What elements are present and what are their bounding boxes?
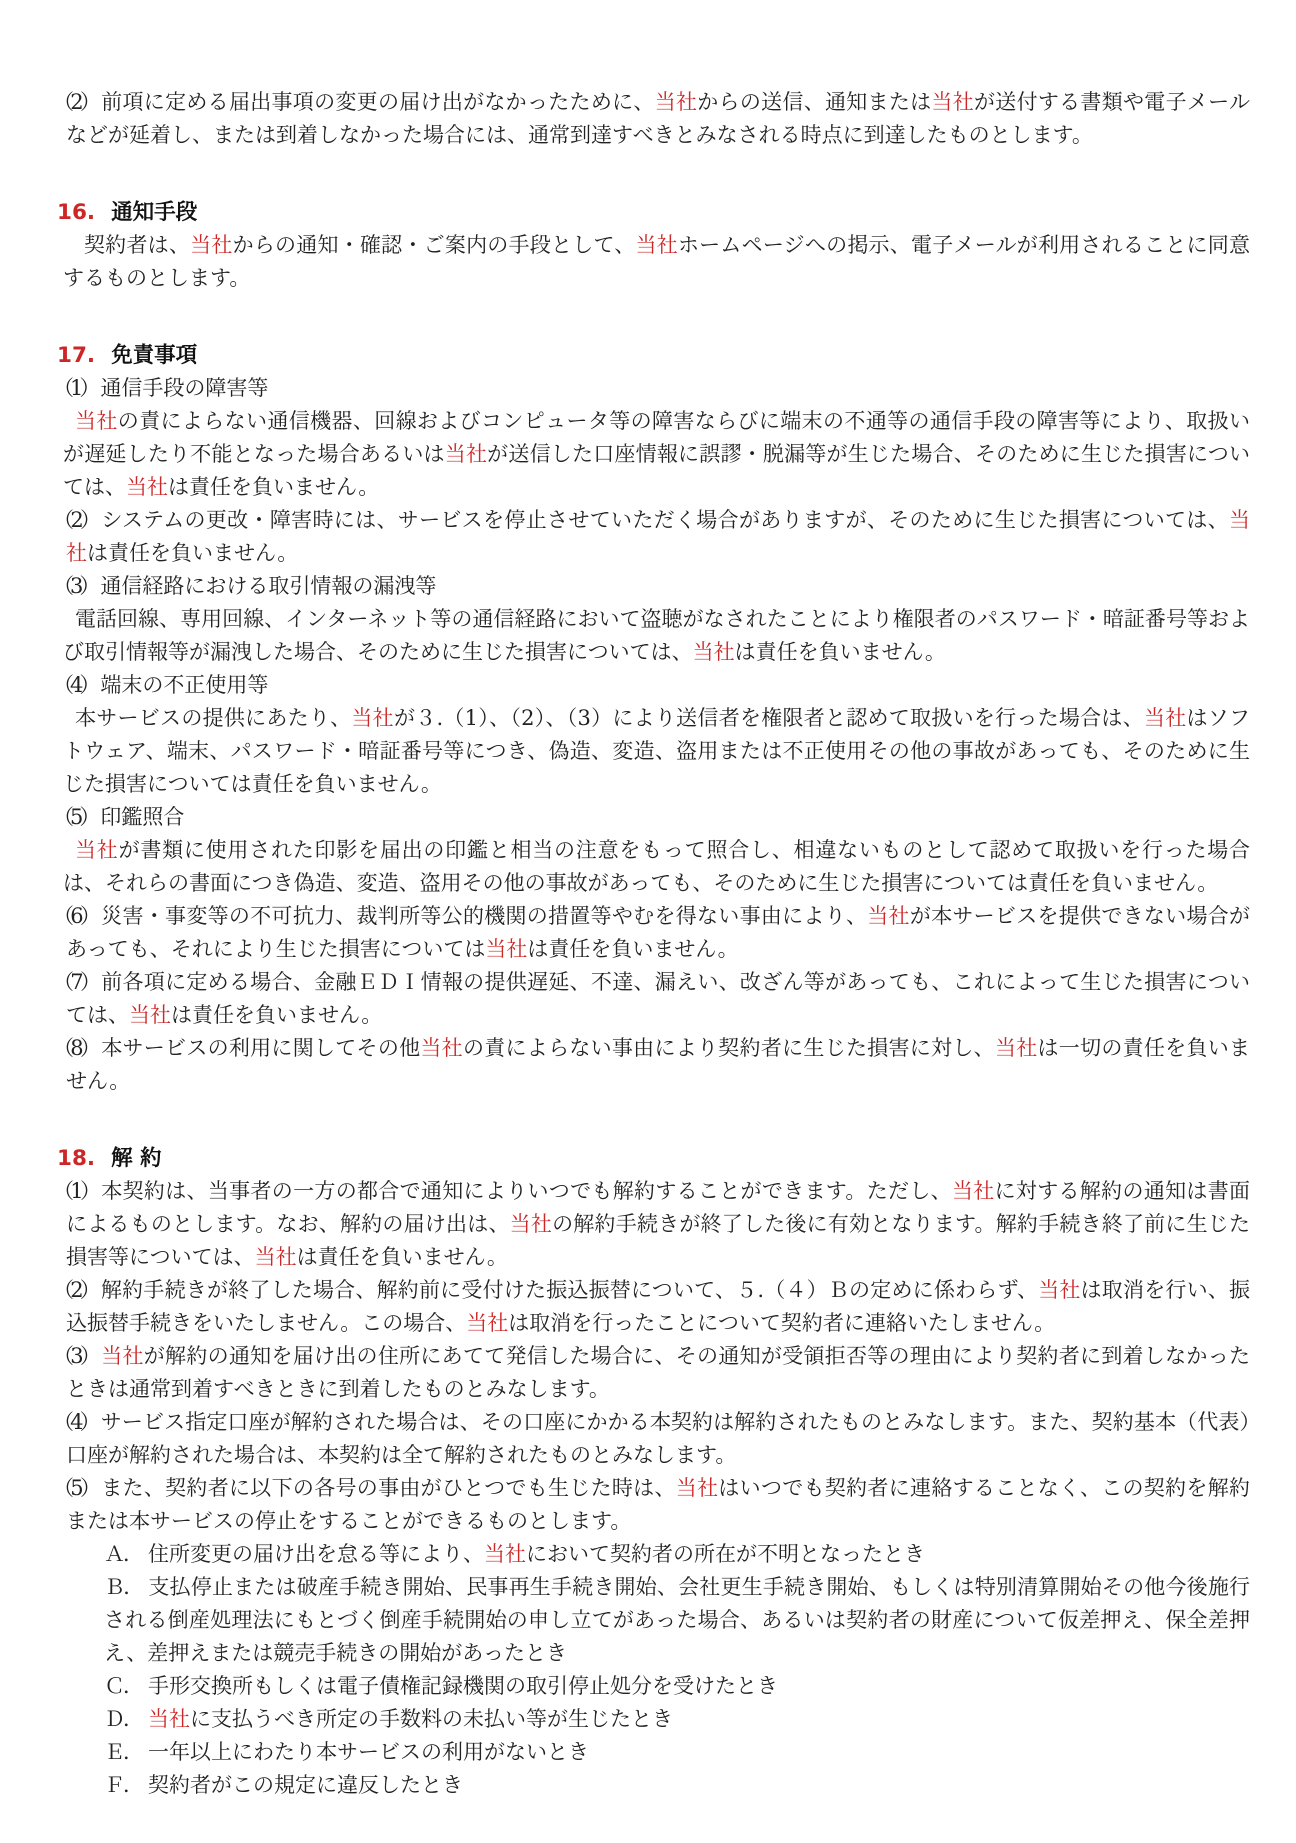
company-term-highlight: 当社	[444, 442, 488, 466]
text-run: は責任を負いません。	[527, 937, 739, 961]
text-run: 通信経路における取引情報の漏洩等	[100, 574, 437, 598]
terms-document	[0, 86, 1296, 1802]
clause-subparagraph	[0, 603, 1250, 669]
item-marker: （7）	[53, 970, 98, 994]
text-run: 手形交換所もしくは電子債権記録機関の取引停止処分を受けたとき	[148, 1674, 778, 1698]
text-run: は責任を負いません。	[734, 640, 946, 664]
company-term-highlight: 当社	[635, 233, 678, 257]
item-marker: （5）	[53, 805, 97, 829]
text-run: の責によらない事由により契約者に生じた損害に対し、	[462, 1036, 995, 1060]
subitem-marker: Ｅ．	[104, 1740, 142, 1764]
item-marker: （6）	[53, 904, 98, 928]
clause-subitem	[0, 1736, 1250, 1769]
text-run: において契約者の所在が不明となったとき	[526, 1542, 925, 1566]
text-run: 前項に定める届出事項の変更の届け出がなかったために、	[101, 90, 655, 114]
text-run: また、契約者に以下の各号の事由がひとつでも生じた時は、	[101, 1476, 676, 1500]
text-run: 契約者は、	[84, 233, 191, 257]
clause-item	[0, 1032, 1250, 1098]
text-run: に支払うべき所定の手数料の未払い等が生じたとき	[190, 1707, 673, 1731]
item-marker: （1）	[53, 1179, 98, 1203]
clause-item	[0, 86, 1250, 152]
section-title: 免責事項	[111, 343, 198, 368]
company-term-highlight: 当社	[994, 1036, 1038, 1060]
item-marker: （3）	[53, 574, 97, 598]
clause-item	[0, 1472, 1250, 1538]
text-run: が送信した口座情報に誤謬・脱漏等が生じた場合、そのために生じた損害については、	[63, 442, 1251, 499]
item-marker: （4）	[53, 673, 97, 697]
company-term-highlight: 当社	[1143, 706, 1187, 730]
text-run: 印鑑照合	[100, 805, 185, 829]
text-run: システムの更改・障害時には、サービスを停止させていただく場合がありますが、そのために生じた損害については、	[101, 508, 1229, 532]
item-marker: （2）	[53, 90, 98, 114]
text-run: 災害・事変等の不可抗力、裁判所等公的機関の措置等やむを得ない事由により、	[101, 904, 868, 928]
subitem-marker: Ａ．	[104, 1542, 142, 1566]
company-term-highlight: 当社	[931, 90, 974, 114]
item-marker: （4）	[53, 1410, 97, 1434]
clause-subitem	[0, 1670, 1250, 1703]
company-term-highlight: 当社	[485, 937, 528, 961]
text-run: 住所変更の届け出を怠る等により、	[148, 1542, 484, 1566]
clause-paragraph	[0, 229, 1250, 295]
text-run: ホームページへの掲示、電子メールが利用されることに同意するものとします。	[63, 233, 1250, 290]
item-marker: （3）	[53, 1344, 98, 1368]
text-run: が書類に使用された印影を届出の印鑑と相当の注意をもって照合し、相違ないものとして認めて取扱いを行った場合は、それらの書面につき偽造、変造、盗用その他の事故があっても、そのために生じた損害については責任を負いません。	[63, 838, 1251, 895]
company-term-highlight: 当社	[867, 904, 910, 928]
text-run: 通信手段の障害等	[100, 376, 269, 400]
text-run: からの通知・確認・ご案内の手段として、	[232, 233, 636, 257]
text-run: 本サービスの提供にあたり、	[75, 706, 352, 730]
text-run: 一年以上にわたり本サービスの利用がないとき	[148, 1740, 589, 1764]
clause-subparagraph	[0, 702, 1250, 801]
text-run: は責任を負いません。	[87, 541, 299, 565]
section-heading	[57, 1142, 1250, 1175]
clause-item	[0, 1274, 1250, 1340]
company-term-highlight: 当社	[66, 508, 1250, 565]
text-run: は一切の責任を負いません。	[66, 1036, 1251, 1093]
text-run: はいつでも契約者に連絡することなく、この契約を解約または本サービスの停止をすることができるものとします。	[66, 1476, 1251, 1533]
item-marker: （2）	[53, 508, 98, 532]
clause-subparagraph	[0, 834, 1250, 900]
clause-subitem	[0, 1571, 1250, 1670]
clause-item	[0, 1175, 1250, 1274]
company-term-highlight: 当社	[190, 233, 233, 257]
company-term-highlight: 当社	[101, 1344, 144, 1368]
text-run: の解約手続きが終了した後に有効となります。解約手続き終了前に生じた損害等については、	[66, 1212, 1250, 1269]
section-number: 17.	[57, 343, 96, 368]
company-term-highlight: 当社	[466, 1311, 509, 1335]
section-number: 16.	[57, 200, 96, 225]
company-term-highlight: 当社	[126, 475, 168, 499]
text-run: 電話回線、専用回線、インターネット等の通信経路において盗聴がなされたことにより権限者のパスワード・暗証番号等および取引情報等が漏洩した場合、そのために生じた損害については、	[63, 607, 1250, 664]
text-run: 本サービスの利用に関してその他	[101, 1036, 421, 1060]
text-run: 本契約は、当事者の一方の都合で通知によりいつでも解約することができます。ただし、	[101, 1179, 952, 1203]
company-term-highlight: 当社	[75, 409, 118, 433]
clause-item	[0, 801, 1250, 834]
clause-item	[0, 966, 1250, 1032]
text-run: が本サービスを提供できない場合があっても、それにより生じた損害については	[66, 904, 1250, 961]
text-run: に対する解約の通知は書面によるものとします。なお、解約の届け出は、	[66, 1179, 1250, 1236]
subitem-marker: Ｃ．	[104, 1674, 142, 1698]
section-title: 通知手段	[111, 200, 198, 225]
text-run: は責任を負いません。	[168, 475, 380, 499]
item-marker: （2）	[53, 1278, 97, 1302]
text-run: からの送信、通知または	[697, 90, 932, 114]
clause-subitem	[0, 1769, 1250, 1802]
clause-item	[0, 372, 1250, 405]
company-term-highlight: 当社	[75, 838, 119, 862]
company-term-highlight: 当社	[1038, 1278, 1081, 1302]
text-run: は取消を行い、振込振替手続きをいたしません。この場合、	[66, 1278, 1251, 1335]
company-term-highlight: 当社	[420, 1036, 463, 1060]
text-run: 端末の不正使用等	[100, 673, 269, 697]
company-term-highlight: 当社	[654, 90, 698, 114]
clause-item	[0, 669, 1250, 702]
subitem-marker: Ｄ．	[104, 1707, 142, 1731]
text-run: 支払停止または破産手続き開始、民事再生手続き開始、会社更生手続き開始、もしくは特別清算開始その他今後施行される倒産処理法にもとづく倒産手続開始の申し立てがあった場合、あるいは契約者の財産について仮差押え、保全差押え、差押えまたは競売手続きの開始があったとき	[104, 1575, 1251, 1665]
section-heading	[57, 339, 1250, 372]
subitem-marker: Ｆ．	[104, 1773, 142, 1797]
section-number: 18.	[57, 1146, 96, 1171]
text-run: サービス指定口座が解約された場合は、その口座にかかる本契約は解約されたものとみなします。また、契約基本（代表）口座が解約された場合は、本契約は全て解約されたものとみなします。	[66, 1410, 1250, 1467]
text-run: が送付する書類や電子メールなどが延着し、または到着しなかった場合には、通常到達すべきとみなされる時点に到達したものとします。	[66, 90, 1251, 147]
item-marker: （8）	[53, 1036, 98, 1060]
clause-subitem	[0, 1703, 1250, 1736]
clause-item	[0, 570, 1250, 603]
section-heading	[57, 196, 1250, 229]
clause-item	[0, 1406, 1250, 1472]
company-term-highlight: 当社	[484, 1542, 526, 1566]
text-run: が解約の通知を届け出の住所にあてて発信した場合に、その通知が受領拒否等の理由により契約者に到着しなかったときは通常到着すべきときに到着したものとみなします。	[66, 1344, 1250, 1401]
item-marker: （5）	[53, 1476, 98, 1500]
company-term-highlight: 当社	[509, 1212, 553, 1236]
text-run: は取消を行ったことについて契約者に連絡いたしません。	[508, 1311, 1056, 1335]
clause-subparagraph	[0, 405, 1250, 504]
text-run: は責任を負いません。	[171, 1003, 383, 1027]
item-marker: （1）	[53, 376, 97, 400]
company-term-highlight: 当社	[692, 640, 735, 664]
section-title: 解 約	[111, 1146, 162, 1171]
clause-item	[0, 1340, 1250, 1406]
company-term-highlight: 当社	[148, 1707, 190, 1731]
text-run: が３.（1）、（2）、（3）により送信者を権限者と認めて取扱いを行った場合は、	[393, 706, 1144, 730]
text-run: はソフトウェア、端末、パスワード・暗証番号等につき、偽造、変造、盗用または不正使用その他の事故があっても、そのために生じた損害については責任を負いません。	[63, 706, 1251, 796]
text-run: の責によらない通信機器、回線およびコンピュータ等の障害ならびに端末の不通等の通信手段の障害等により、取扱いが遅延したり不能となった場合あるいは	[63, 409, 1251, 466]
subitem-marker: Ｂ．	[104, 1575, 143, 1599]
clause-subitem	[0, 1538, 1250, 1571]
clause-item	[0, 900, 1250, 966]
company-term-highlight: 当社	[675, 1476, 719, 1500]
text-run: 前各項に定める場合、金融ＥＤＩ情報の提供遅延、不達、漏えい、改ざん等があっても、これによって生じた損害については、	[66, 970, 1250, 1027]
company-term-highlight: 当社	[254, 1245, 297, 1269]
company-term-highlight: 当社	[351, 706, 394, 730]
clause-item	[0, 504, 1250, 570]
text-run: 解約手続きが終了した場合、解約前に受付けた振込振替について、５.（４）Ｂの定めに係わらず、	[100, 1278, 1039, 1302]
text-run: は責任を負いません。	[296, 1245, 508, 1269]
company-term-highlight: 当社	[129, 1003, 171, 1027]
text-run: 契約者がこの規定に違反したとき	[148, 1773, 463, 1797]
company-term-highlight: 当社	[951, 1179, 995, 1203]
